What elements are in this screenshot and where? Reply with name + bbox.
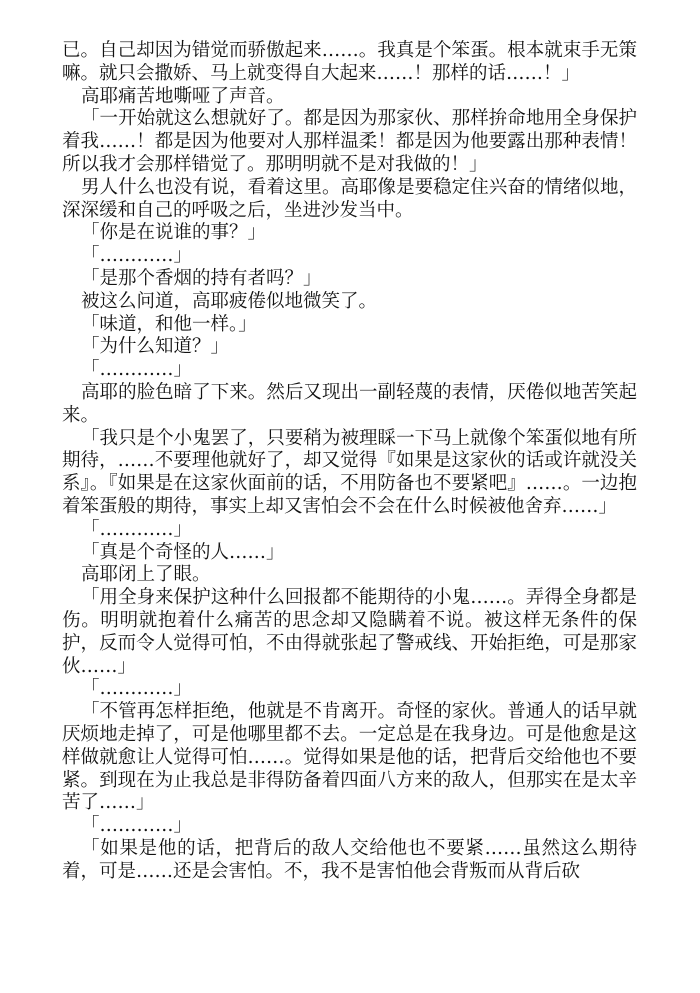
paragraph: 高耶痛苦地嘶哑了声音。 <box>81 85 285 107</box>
paragraph: 「如果是他的话，把背后的敌人交给他也不要紧……虽然这么期待着，可是……还是会害怕。不，我不是害怕他会背叛而从背后砍 <box>62 837 637 882</box>
paragraph-continued: 已。自己却因为错觉而骄傲起来……。我真是个笨蛋。根本就束手无策嘛。就只会撒娇、马上就变得自大起来……！那样的话……！」 <box>62 40 637 84</box>
paragraph: 被这么问道，高耶疲倦似地微笑了。 <box>81 290 378 312</box>
paragraph: 高耶的脸色暗了下来。然后又现出一副轻蔑的表情，厌倦似地苦笑起来。 <box>62 381 637 426</box>
paragraph: 「…………」 <box>81 245 193 267</box>
paragraph: 高耶闭上了眼。 <box>81 564 211 586</box>
paragraph: 「…………」 <box>81 518 193 540</box>
paragraph: 「我只是个小鬼罢了，只要稍为被理睬一下马上就像个笨蛋似地有所期待，……不要理他就好了，却又觉得『如果是这家伙的话或许就没关系』。『如果是在这家伙面前的话，不用防备也不要紧吧』……。一边抱着笨蛋般的期待，事实上却又害怕会不会在什么时候被他舍弃……」 <box>62 427 637 517</box>
paragraph: 「为什么知道？」 <box>81 336 230 358</box>
document-page <box>62 40 637 883</box>
paragraph: 「不管再怎样拒绝，他就是不肯离开。奇怪的家伙。普通人的话早就厌烦地走掉了，可是他哪里都不去。一定总是在我身边。可是他愈是这样做就愈让人觉得可怕……。觉得如果是他的话，把背后交给他也不要紧。到现在为止我总是非得防备着四面八方来的敌人，但那实在是太辛苦了……」 <box>62 701 637 814</box>
paragraph: 「味道，和他一样。」 <box>81 313 257 335</box>
paragraph: 「…………」 <box>81 678 193 700</box>
paragraph: 「…………」 <box>81 815 193 837</box>
paragraph: 「用全身来保护这种什么回报都不能期待的小鬼……。弄得全身都是伤。明明就抱着什么痛苦的思念却又隐瞒着不说。被这样无条件的保护，反而令人觉得可怕，不由得就张起了警戒线、开始拒绝，可是那家伙……」 <box>62 587 637 677</box>
paragraph: 男人什么也没有说，看着这里。高耶像是要稳定住兴奋的情绪似地，深深缓和自己的呼吸之后，坐进沙发当中。 <box>62 176 637 221</box>
paragraph: 「…………」 <box>81 359 193 381</box>
paragraph: 「真是个奇怪的人……」 <box>81 541 285 563</box>
paragraph: 「是那个香烟的持有者吗？」 <box>81 267 322 289</box>
paragraph: 「你是在说谁的事？」 <box>81 222 267 244</box>
paragraph: 「一开始就这么想就好了。都是因为那家伙、那样拚命地用全身保护着我……！都是因为他要对人那样温柔！都是因为他要露出那种表情！所以我才会那样错觉了。那明明就不是对我做的！」 <box>62 108 637 175</box>
